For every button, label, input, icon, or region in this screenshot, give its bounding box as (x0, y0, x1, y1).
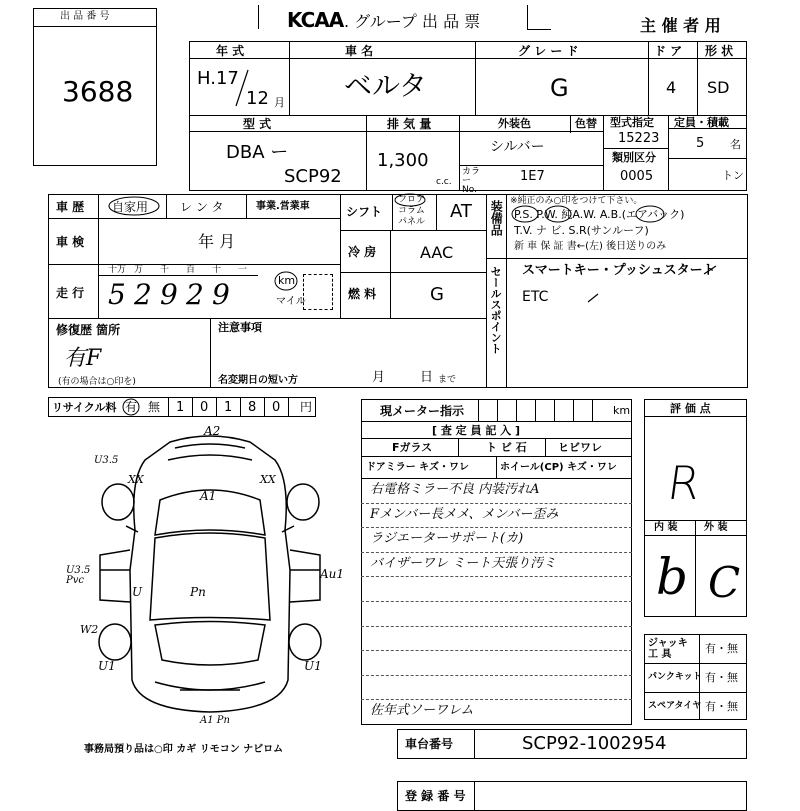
note-line: Fメンバー長メメ、メンバー歪み (370, 506, 559, 522)
jack-value: 有・無 (705, 642, 738, 655)
history-col2 (166, 194, 167, 218)
mark-a1-rear: A1 Pn (200, 715, 230, 726)
wheel-label: ホイール(CP) キズ・ワレ (500, 462, 617, 473)
recycle-cell-divider (288, 397, 289, 417)
shift-label: シフト (346, 205, 383, 219)
meter-cell-divider (478, 399, 479, 421)
mark-u1-right: U1 (304, 659, 322, 673)
glass-col2 (545, 438, 546, 456)
registration-label: 登 録 番 号 (405, 789, 466, 803)
mark-u-left: U (132, 585, 143, 599)
year-month-unit: 月 (274, 96, 285, 109)
mileage-digit: 2 (186, 278, 204, 311)
repair-label: 修復歴 箇所 (56, 323, 121, 337)
rating-score: R (664, 456, 704, 510)
registration-col (474, 781, 475, 811)
fuel-label: 燃 料 (348, 287, 377, 301)
chassis-number: SCP92-1002954 (522, 733, 667, 754)
recycle-yes: 有 (125, 400, 138, 414)
mileage-digit-head: 百 (186, 265, 196, 275)
capacity-label: 定員・積載 (674, 116, 729, 129)
note-rule (361, 601, 632, 602)
color-change-label: 色替 (575, 117, 597, 130)
spare-label: スペアタイヤ (648, 701, 702, 711)
note-line: 佐年式ソーワレム (370, 703, 474, 719)
recycle-cell-divider (240, 397, 241, 417)
exterior-color-label: 外装色 (498, 117, 531, 130)
header-tick-bottom (527, 29, 551, 30)
mileage-head-line (98, 275, 258, 276)
note-rule (361, 576, 632, 577)
exterior-score: C (708, 558, 741, 607)
repair-note: (有の場合は○印を) (58, 377, 136, 387)
kcaa-logo: KCAA (287, 8, 344, 32)
header-tick-right (527, 5, 528, 29)
mileage-digit-head: 千 (160, 265, 170, 275)
name-label: 車 名 (345, 44, 374, 58)
shift-floor-circle (393, 193, 427, 207)
lot-header-divider (33, 26, 157, 27)
interior-label: 内 装 (654, 522, 678, 533)
grade-value: G (550, 74, 569, 102)
displacement-label: 排 気 量 (387, 117, 432, 131)
meter-label: 現メーター指示 (380, 404, 465, 418)
history-col3 (246, 194, 247, 218)
year-slash (232, 68, 252, 108)
equipment-circles (508, 202, 708, 224)
tools-line1 (644, 663, 747, 664)
mark-u1-left: U1 (98, 659, 116, 673)
mileage-digit-head: 一 (238, 265, 248, 275)
history-spec-divider (340, 194, 341, 318)
interior-score: b (656, 548, 689, 606)
note-rule (361, 675, 632, 676)
shift-value: AT (450, 201, 472, 222)
ac-value: AAC (420, 243, 454, 262)
lot-label: 出 品 番 号 (60, 11, 110, 22)
private-circle (106, 195, 162, 217)
mark-u35-top: U3.5 (94, 455, 119, 466)
mileage-digit-head: 十万 (108, 265, 127, 275)
load-unit: トン (722, 169, 744, 182)
year-label: 年 式 (216, 44, 245, 58)
recycle-label: リサイクル料 (52, 401, 117, 414)
shift-col2 (436, 194, 437, 230)
sales-point-1: スマートキー・プッシュスタート (522, 263, 716, 278)
recycle-yes-circle (121, 398, 141, 416)
equipment-line3: 新 車 保 証 書←(左) 後日送りのみ (514, 241, 667, 252)
crack-label: ヒビワレ (558, 441, 602, 454)
note-rule (361, 552, 632, 553)
spec-equip-divider (486, 194, 487, 388)
name-change-month: 月 (372, 370, 386, 385)
mile-box (303, 274, 333, 310)
col-doors-divider (697, 41, 698, 115)
mileage-digit: 9 (212, 278, 230, 311)
history-bottom-line (48, 318, 486, 319)
repair-divider (210, 318, 211, 388)
model-label: 型 式 (243, 117, 272, 131)
ac-label: 冷 房 (348, 245, 377, 259)
typedes-line (603, 148, 668, 149)
ac-col (390, 230, 391, 318)
recycle-digit: 0 (200, 400, 209, 415)
color-code: 1E7 (520, 169, 545, 184)
fuel-value: G (430, 284, 444, 305)
mark-au1: Au1 (320, 567, 345, 581)
chip-label: ト ビ 石 (486, 441, 527, 454)
meter-cell-divider (554, 399, 555, 421)
mark-xx-right: XX (260, 473, 276, 486)
sales-point-2: ETC (522, 289, 549, 305)
note-rule (361, 527, 632, 528)
shift-option-floor: フロア (398, 195, 426, 205)
office-note: 事務局預り品は○印 カギ リモコン ナビロム (84, 744, 284, 755)
recycle-digit: 1 (224, 400, 233, 415)
chassis-col (474, 729, 475, 759)
history-business: 事業.営業車 (256, 201, 310, 212)
doors-value: 4 (666, 78, 677, 97)
vehicle-mid-line (189, 115, 747, 116)
color-no-line (459, 165, 603, 166)
equip-bottom-line (486, 258, 748, 259)
history-private: 自家用 (112, 200, 149, 214)
history-label-col (98, 194, 99, 318)
equipment-label: 装備品 (489, 200, 504, 236)
name-change-until: まで (438, 375, 457, 385)
note-rule (361, 503, 632, 504)
sales-points-label: セールスポイント (489, 266, 503, 354)
group-title: . グループ 出 品 票 (344, 12, 481, 31)
type-designation-value: 15223 (618, 131, 660, 146)
note-line: 右電格ミラー不良 内装汚れA (370, 482, 540, 497)
col-grade-divider (648, 41, 649, 115)
puncture-value: 有・無 (705, 671, 738, 684)
recycle-no: 無 (148, 400, 161, 414)
equipment-note: ※純正のみ○印をつけて下さい。 (510, 196, 643, 206)
history-row1-line (48, 218, 340, 219)
mirror-line (361, 478, 632, 479)
vehicle-header-line (189, 58, 747, 59)
recycle-digit: 1 (176, 400, 185, 415)
rating-header-line (644, 416, 747, 417)
meter-cell-divider (497, 399, 498, 421)
history-label: 車 歴 (56, 200, 85, 214)
meter-cell-divider (535, 399, 536, 421)
shift-option-column: コラム (398, 206, 425, 216)
rating-col (695, 520, 696, 617)
car-name: ベルタ (344, 69, 427, 102)
header-tick-left (258, 5, 259, 29)
load-line (668, 158, 747, 159)
recycle-cell-divider (264, 397, 265, 417)
spec-row2-line (340, 272, 486, 273)
shape-value: SD (707, 78, 730, 97)
note-rule (361, 626, 632, 627)
mark-a2: A2 (204, 424, 221, 438)
lot-number: 3688 (62, 75, 134, 108)
color-sub-line (459, 131, 603, 132)
shift-col (392, 194, 393, 230)
year-era: H.17 (197, 68, 239, 89)
note-rule (361, 650, 632, 651)
recycle-unit: 円 (300, 400, 313, 414)
sales-ticks (560, 262, 720, 306)
mileage-digit: 5 (108, 278, 126, 311)
recycle-cell-divider (192, 397, 193, 417)
inspection-label: 車 検 (56, 235, 85, 249)
col-model-divider (366, 115, 367, 191)
mileage-digit: 9 (160, 278, 178, 311)
capacity-unit: 名 (730, 138, 741, 151)
grade-label: グ レ ー ド (518, 44, 579, 58)
name-change-day: 日 (420, 370, 434, 385)
col-year-divider (289, 41, 290, 115)
mark-xx-left: XX (128, 473, 144, 486)
capacity-value: 5 (696, 136, 705, 151)
note-rule (361, 699, 632, 700)
meter-cell-divider (592, 399, 593, 421)
model-prefix: DBA ー (226, 142, 289, 163)
col-name-divider (475, 41, 476, 115)
note-line: バイザーワレ ミート天張り汚ミ (370, 555, 557, 571)
mark-pn-center: Pn (190, 585, 206, 599)
mark-u35-side: U3.5 Pvc (66, 565, 91, 586)
history-rental: レ ン タ (180, 200, 224, 214)
type-designation-label: 型式指定 (610, 116, 654, 129)
shift-option-panel: パネル (398, 217, 426, 227)
spare-value: 有・無 (705, 700, 738, 713)
inspector-label: [ 査 定 員 記 入 ] (432, 424, 521, 437)
color-no-label: カラー No. (462, 167, 481, 195)
puncture-label: パンクキット (648, 672, 702, 682)
km-label: km (278, 274, 296, 287)
exterior-label: 外 装 (704, 522, 728, 533)
mark-a1-hood: A1 (200, 489, 217, 503)
equipment-line2: T.V. ナ ビ. S.R(サンルーフ) (514, 224, 649, 237)
mileage-label: 走 行 (56, 286, 85, 300)
displacement-value: 1,300 (377, 150, 429, 171)
equip-label-col (506, 194, 507, 388)
vehicle-subheader-line (189, 131, 459, 132)
mileage-digit-head: 万 (134, 265, 144, 275)
year-month: 12 (246, 88, 269, 109)
inspector-line (361, 438, 632, 439)
spec-row1-line (340, 230, 486, 231)
notes-label: 注意事項 (218, 321, 262, 334)
tools-line2 (644, 692, 747, 693)
meter-cell-divider (573, 399, 574, 421)
meter-cell-divider (516, 399, 517, 421)
mark-w2: W2 (80, 623, 99, 636)
shape-label: 形 状 (705, 44, 734, 58)
chassis-label: 車台番号 (405, 737, 454, 751)
meter-unit: km (613, 404, 631, 417)
meter-line (361, 421, 632, 422)
recycle-digit: 8 (248, 400, 257, 415)
glass-col1 (458, 438, 459, 456)
mile-label: マイル (276, 296, 306, 307)
mirror-col (496, 456, 497, 478)
name-change-label: 名変期日の短い方 (218, 375, 298, 386)
mileage-digit-head: 十 (212, 265, 222, 275)
jack-label: ジャッキ 工 具 (648, 638, 688, 660)
col-disp-divider (459, 115, 460, 191)
col-typedes-divider (603, 115, 604, 191)
repair-value: 有F (64, 346, 102, 371)
col-capacity-divider (668, 115, 669, 191)
recycle-cell-divider (216, 397, 217, 417)
mirror-label: ドアミラー キズ・ワレ (366, 462, 469, 473)
class-value: 0005 (620, 169, 654, 184)
equipment-line1: P.S. P.W. 純A.W. A.B.(エアバック) (514, 208, 685, 221)
doors-label: ド ア (654, 44, 683, 58)
recycle-cell-divider (168, 397, 169, 417)
rating-label: 評 価 点 (670, 402, 711, 415)
exterior-color-value: シルバー (490, 139, 545, 155)
note-line: ラジエーターサポート(カ) (370, 531, 524, 547)
class-label: 類別区分 (612, 151, 656, 164)
glass-label: Fガラス (392, 441, 433, 454)
organizer-label: 主 催 者 用 (640, 16, 721, 35)
inspection-value: 年 月 (198, 232, 236, 251)
mileage-digit: 2 (134, 278, 152, 311)
cc-unit: c.c. (436, 177, 452, 187)
recycle-digit: 0 (272, 400, 281, 415)
model-code: SCP92 (284, 166, 342, 187)
